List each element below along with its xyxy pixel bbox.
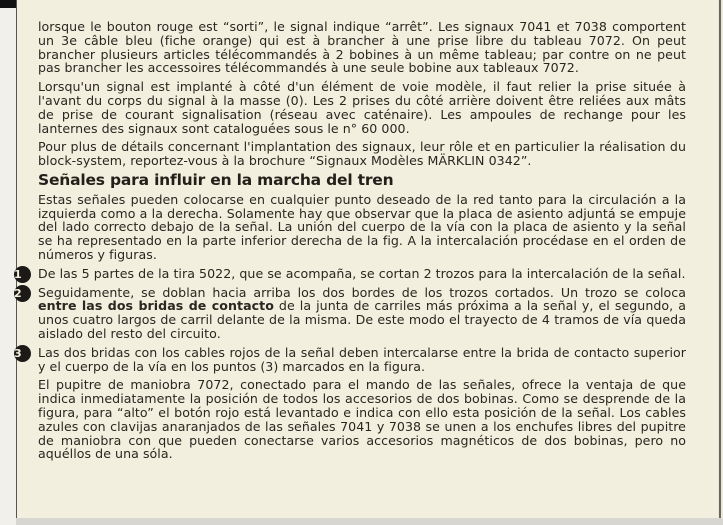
french-section [38, 20, 686, 168]
step-text-after: de la junta de carriles más próxima a la señal y, el segundo, a unos cuatro largos de carril delante de la misma. De este modo el trayecto de 4 tramos de vía queda aislado del resto del circuito. [38, 298, 686, 341]
french-paragraph-3: Pour plus de détails concernant l'implantation des signaux, leur rôle et en particulier la réalisation du block-system, reportez-vous à la brochure “Signaux Modèles MÄRKLIN 0342”. [38, 139, 686, 169]
scan-corner-shadow [0, 0, 16, 8]
step-text-bold: entre las dos bridas de contacto [38, 298, 274, 314]
section-heading: Señales para influir en la marcha del tren [38, 170, 394, 189]
french-paragraph-2: Lorsqu'un signal est implanté à côté d'un élément de voie modèle, il faut relier la prise située à l'avant du corps du signal à la masse (0). Les 2 prises du côté arrière doivent être reliées aux mâts de prise de courant signalisation (réseau avec caténaire). Les ampoules de rechange pour les lanternes des signaux sont cataloguées sous le n° 60 000. [38, 79, 686, 136]
step-number-badge: 3 [14, 345, 31, 362]
spanish-section [14, 170, 686, 462]
step-2 [14, 284, 686, 341]
step-number-badge: 1 [14, 266, 31, 283]
page-right-edge [719, 0, 721, 525]
french-paragraph-1: lorsque le bouton rouge est “sorti”, le signal indique “arrêt”. Les signaux 7041 et 7038 comportent un 3e câble bleu (fiche orange) qui est à brancher à une prise libre du tableau 7072. On peut brancher plusieurs articles télécommandés à 2 bobines à un même tableau; par contre on ne peut pas brancher les accessoires télécommandés à une seule bobine aux tableaux 7072. [38, 19, 686, 76]
step-3 [14, 344, 686, 374]
page-content [14, 19, 686, 466]
step-text-before: Seguidamente, se doblan hacia arriba los dos bordes de los trozos cortados. Un trozo se coloca [38, 284, 686, 300]
step-1 [14, 265, 686, 281]
spanish-intro: Estas señales pueden colocarse en cualquier punto deseado de la red tanto para la circulación a la izquierda como a la derecha. Solamente hay que observar que la placa de asiento adjuntá se empuje del lado correcto debajo de la señal. La unión del cuerpo de la vía con la placa de asiento y la señal se ha representado en la parte inferior derecha de la fig. A la intercalación procédase en el orden de números y figuras. [38, 191, 686, 262]
step-number-badge: 2 [14, 285, 31, 302]
page-bottom-edge [16, 518, 723, 525]
step-text: De las 5 partes de la tira 5022, que se acompaña, se cortan 2 trozos para la intercalación de la señal. [38, 265, 686, 281]
scan-left-margin [0, 0, 16, 525]
step-text: Las dos bridas con los cables rojos de la señal deben intercalarse entre la brida de contacto superior y el cuerpo de la vía en los puntos (3) marcados en la figura. [38, 344, 686, 374]
spanish-closing: El pupitre de maniobra 7072, conectado para el mando de las señales, ofrece la ventaja de que indica inmediatamente la posición de todos los accesorios de dos bobinas. Como se desprende de la figura, para “alto” el botón rojo está levantado e indica con ello esta posición de la señal. Los cables azules con clavijas anaranjados de las señales 7041 y 7038 se unen a los enchufes libres del pupitre de maniobra con que pueden conectarse varios accesorios magnéticos de dos bobinas, pero no aquéllos de una sóla. [38, 377, 686, 462]
